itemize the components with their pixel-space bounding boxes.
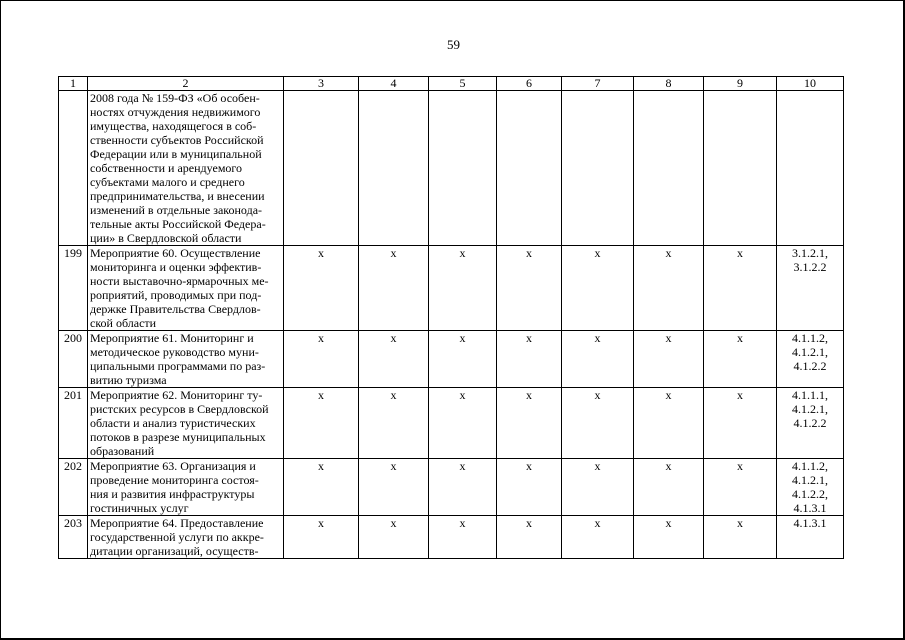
mark-cell: x bbox=[497, 331, 562, 388]
table-header-row bbox=[59, 77, 844, 91]
target-reference: 3.1.2.1, 3.1.2.2 bbox=[777, 246, 844, 331]
mark-cell: x bbox=[562, 331, 634, 388]
mark-cell: x bbox=[704, 388, 777, 459]
mark-cell: x bbox=[562, 516, 634, 559]
mark-cell: x bbox=[634, 388, 704, 459]
column-header: 9 bbox=[704, 77, 777, 91]
activity-description: Мероприятие 62. Мониторинг ту- ристских ресурсов в Свердловской области и анализ туристических потоков в разрезе муниципальных образований bbox=[88, 388, 284, 459]
mark-cell: x bbox=[634, 246, 704, 331]
mark-cell: x bbox=[359, 388, 429, 459]
mark-cell: x bbox=[634, 516, 704, 559]
column-header: 7 bbox=[562, 77, 634, 91]
mark-cell: x bbox=[284, 516, 359, 559]
row-number: 199 bbox=[59, 246, 88, 331]
mark-cell: x bbox=[284, 459, 359, 516]
mark-cell: x bbox=[359, 516, 429, 559]
mark-cell bbox=[704, 91, 777, 246]
data-table bbox=[58, 76, 844, 559]
table-row bbox=[59, 331, 844, 388]
activity-description: Мероприятие 64. Предоставление государственной услуги по аккре- дитации организаций, осуществ- bbox=[88, 516, 284, 559]
mark-cell bbox=[497, 91, 562, 246]
mark-cell: x bbox=[429, 331, 497, 388]
column-header: 6 bbox=[497, 77, 562, 91]
table-row bbox=[59, 459, 844, 516]
mark-cell: x bbox=[284, 331, 359, 388]
target-reference: 4.1.1.1, 4.1.2.1, 4.1.2.2 bbox=[777, 388, 844, 459]
mark-cell: x bbox=[359, 331, 429, 388]
mark-cell: x bbox=[497, 246, 562, 331]
row-number: 201 bbox=[59, 388, 88, 459]
mark-cell: x bbox=[284, 388, 359, 459]
column-header: 10 bbox=[777, 77, 844, 91]
column-header: 5 bbox=[429, 77, 497, 91]
row-number bbox=[59, 91, 88, 246]
table-row bbox=[59, 388, 844, 459]
target-reference bbox=[777, 91, 844, 246]
mark-cell bbox=[634, 91, 704, 246]
column-header: 4 bbox=[359, 77, 429, 91]
mark-cell: x bbox=[497, 516, 562, 559]
activity-description: Мероприятие 61. Мониторинг и методическое руководство муни- ципальными программами по раз- витию туризма bbox=[88, 331, 284, 388]
mark-cell: x bbox=[429, 459, 497, 516]
mark-cell: x bbox=[634, 331, 704, 388]
table-row bbox=[59, 516, 844, 559]
mark-cell: x bbox=[704, 459, 777, 516]
mark-cell: x bbox=[497, 388, 562, 459]
table-row bbox=[59, 91, 844, 246]
mark-cell: x bbox=[359, 246, 429, 331]
mark-cell: x bbox=[704, 246, 777, 331]
mark-cell: x bbox=[429, 516, 497, 559]
target-reference: 4.1.1.2, 4.1.2.1, 4.1.2.2, 4.1.3.1 bbox=[777, 459, 844, 516]
target-reference: 4.1.3.1 bbox=[777, 516, 844, 559]
mark-cell bbox=[429, 91, 497, 246]
table-row bbox=[59, 246, 844, 331]
column-header: 1 bbox=[59, 77, 88, 91]
mark-cell: x bbox=[359, 459, 429, 516]
row-number: 202 bbox=[59, 459, 88, 516]
column-header: 8 bbox=[634, 77, 704, 91]
target-reference: 4.1.1.2, 4.1.2.1, 4.1.2.2 bbox=[777, 331, 844, 388]
mark-cell: x bbox=[429, 246, 497, 331]
mark-cell: x bbox=[497, 459, 562, 516]
row-number: 200 bbox=[59, 331, 88, 388]
activity-description: Мероприятие 60. Осуществление мониторинга и оценки эффектив- ности выставочно-ярмарочных ме- роприятий, проводимых при под- держке Правительства Свердлов- ской области bbox=[88, 246, 284, 331]
mark-cell: x bbox=[562, 459, 634, 516]
activity-description: Мероприятие 63. Организация и проведение мониторинга состоя- ния и развития инфраструктуры гостиничных услуг bbox=[88, 459, 284, 516]
mark-cell: x bbox=[704, 516, 777, 559]
mark-cell: x bbox=[562, 246, 634, 331]
mark-cell: x bbox=[562, 388, 634, 459]
activity-description: 2008 года № 159-ФЗ «Об особен- ностях отчуждения недвижимого имущества, находящегося в соб- ственности субъектов Российской Федерации или в муниципальной собственности и арендуемого субъектами малого и среднего предпринимательства, и внесении изменений в отдельные законода- тельные акты Российской Федера- ции» в Свердловской области bbox=[88, 91, 284, 246]
mark-cell: x bbox=[704, 331, 777, 388]
mark-cell bbox=[359, 91, 429, 246]
column-header: 3 bbox=[284, 77, 359, 91]
mark-cell: x bbox=[429, 388, 497, 459]
mark-cell: x bbox=[284, 246, 359, 331]
page-number: 59 bbox=[447, 37, 460, 52]
column-header: 2 bbox=[88, 77, 284, 91]
mark-cell bbox=[284, 91, 359, 246]
mark-cell: x bbox=[634, 459, 704, 516]
row-number: 203 bbox=[59, 516, 88, 559]
mark-cell bbox=[562, 91, 634, 246]
